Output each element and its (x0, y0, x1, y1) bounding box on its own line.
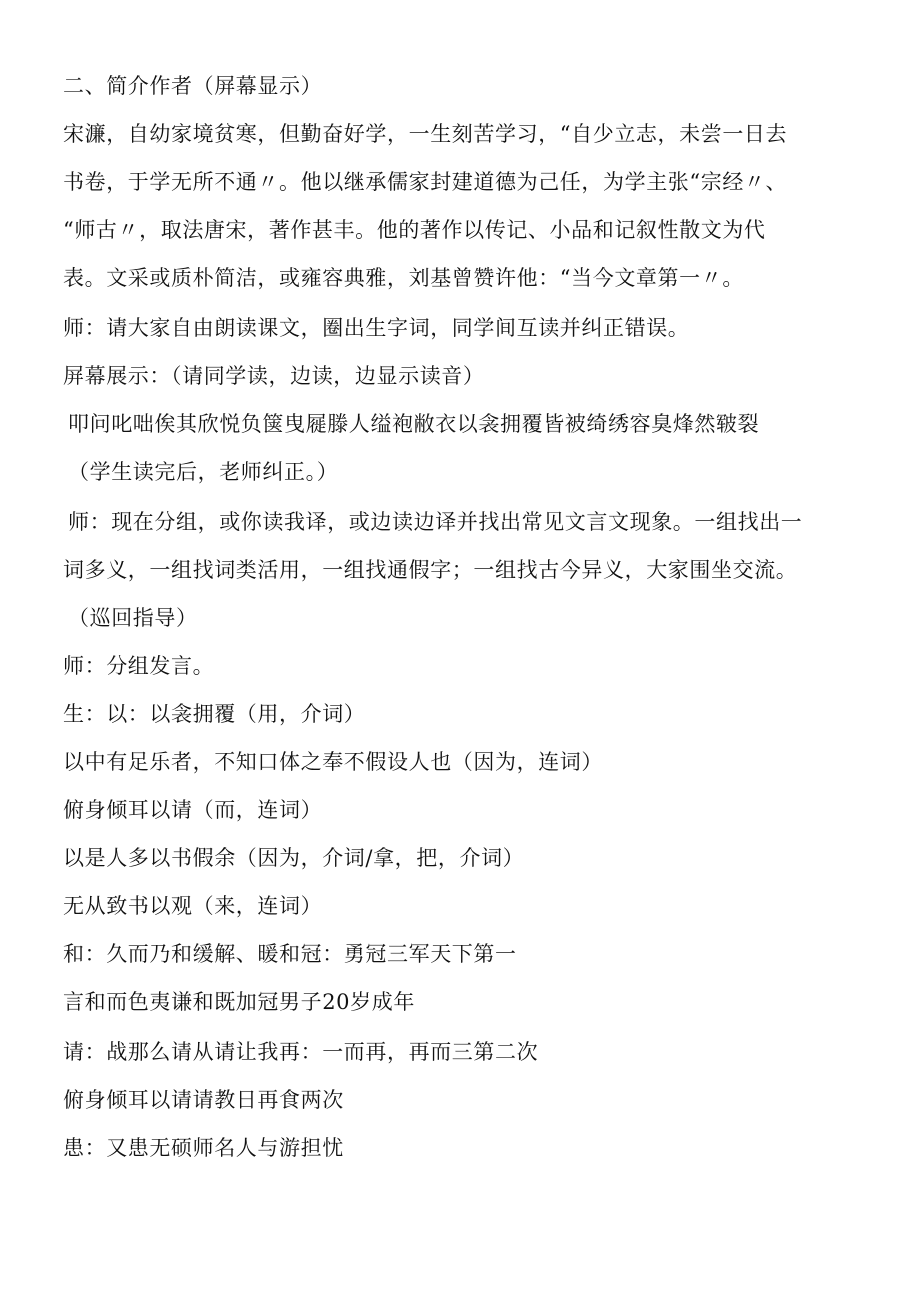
paragraph-line: 俯身倾耳以请请教日再食两次 (63, 1088, 344, 1112)
paragraph-line: 俯身倾耳以请（而，连词） (63, 798, 323, 822)
paragraph-line: （学生读完后，老师纠正。） (68, 460, 339, 484)
paragraph-line: 以中有足乐者，不知口体之奉不假设人也（因为，连词） (63, 750, 603, 774)
paragraph-line: 和：久而乃和缓解、暖和冠：勇冠三军天下第一 (63, 942, 517, 966)
paragraph-line: “师古〃，取法唐宋，著作甚丰。他的著作以传记、小品和记叙性散文为代 (63, 218, 766, 242)
paragraph-line: 师：请大家自由朗读课文，圈出生字词，同学间互读并纠正错误。 (63, 316, 690, 340)
paragraph-line: 宋濂，自幼家境贫寒，但勤奋好学，一生刻苦学习，“自少立志，未尝一日去 (63, 122, 788, 146)
paragraph-line: 词多义，一组找词类活用，一组找通假字；一组找古今异义，大家围坐交流。 (63, 558, 798, 582)
section-heading: 二、简介作者（屏幕显示） (63, 74, 323, 98)
paragraph-line: 患：又患无硕师名人与游担忧 (63, 1136, 344, 1160)
paragraph-line: 无从致书以观（来，连词） (63, 894, 323, 918)
paragraph-line: 生：以：以衾拥覆（用，介词） (63, 702, 366, 726)
paragraph-line: 师：分组发言。 (63, 654, 215, 678)
paragraph-line: 表。文采或质朴简洁，或雍容典雅，刘基曾赞许他：“当今文章第一〃。 (63, 266, 744, 290)
paragraph-line: 请：战那么请从请让我再：一而再，再而三第二次 (63, 1040, 539, 1064)
paragraph-line: （巡回指导） (68, 606, 198, 630)
paragraph-line: 师：现在分组，或你读我译，或边读边译并找出常见文言文现象。一组找出一 (68, 510, 803, 534)
paragraph-line: 以是人多以书假余（因为，介词/拿，把，介词） (63, 846, 525, 870)
paragraph-line: 书卷，于学无所不通〃。他以继承儒家封建道德为己任，为学主张“宗经〃、 (63, 170, 788, 194)
paragraph-line: 屏幕展示：（请同学读，边读，边显示读音） (63, 364, 485, 388)
paragraph-line: 言和而色夷谦和既加冠男子20岁成年 (63, 990, 415, 1014)
vocabulary-line: 叩问叱咄俟其欣悦负箧曳屣滕人缢袍敝衣以衾拥覆皆被绮绣容臭烽然皲裂 (68, 412, 760, 436)
